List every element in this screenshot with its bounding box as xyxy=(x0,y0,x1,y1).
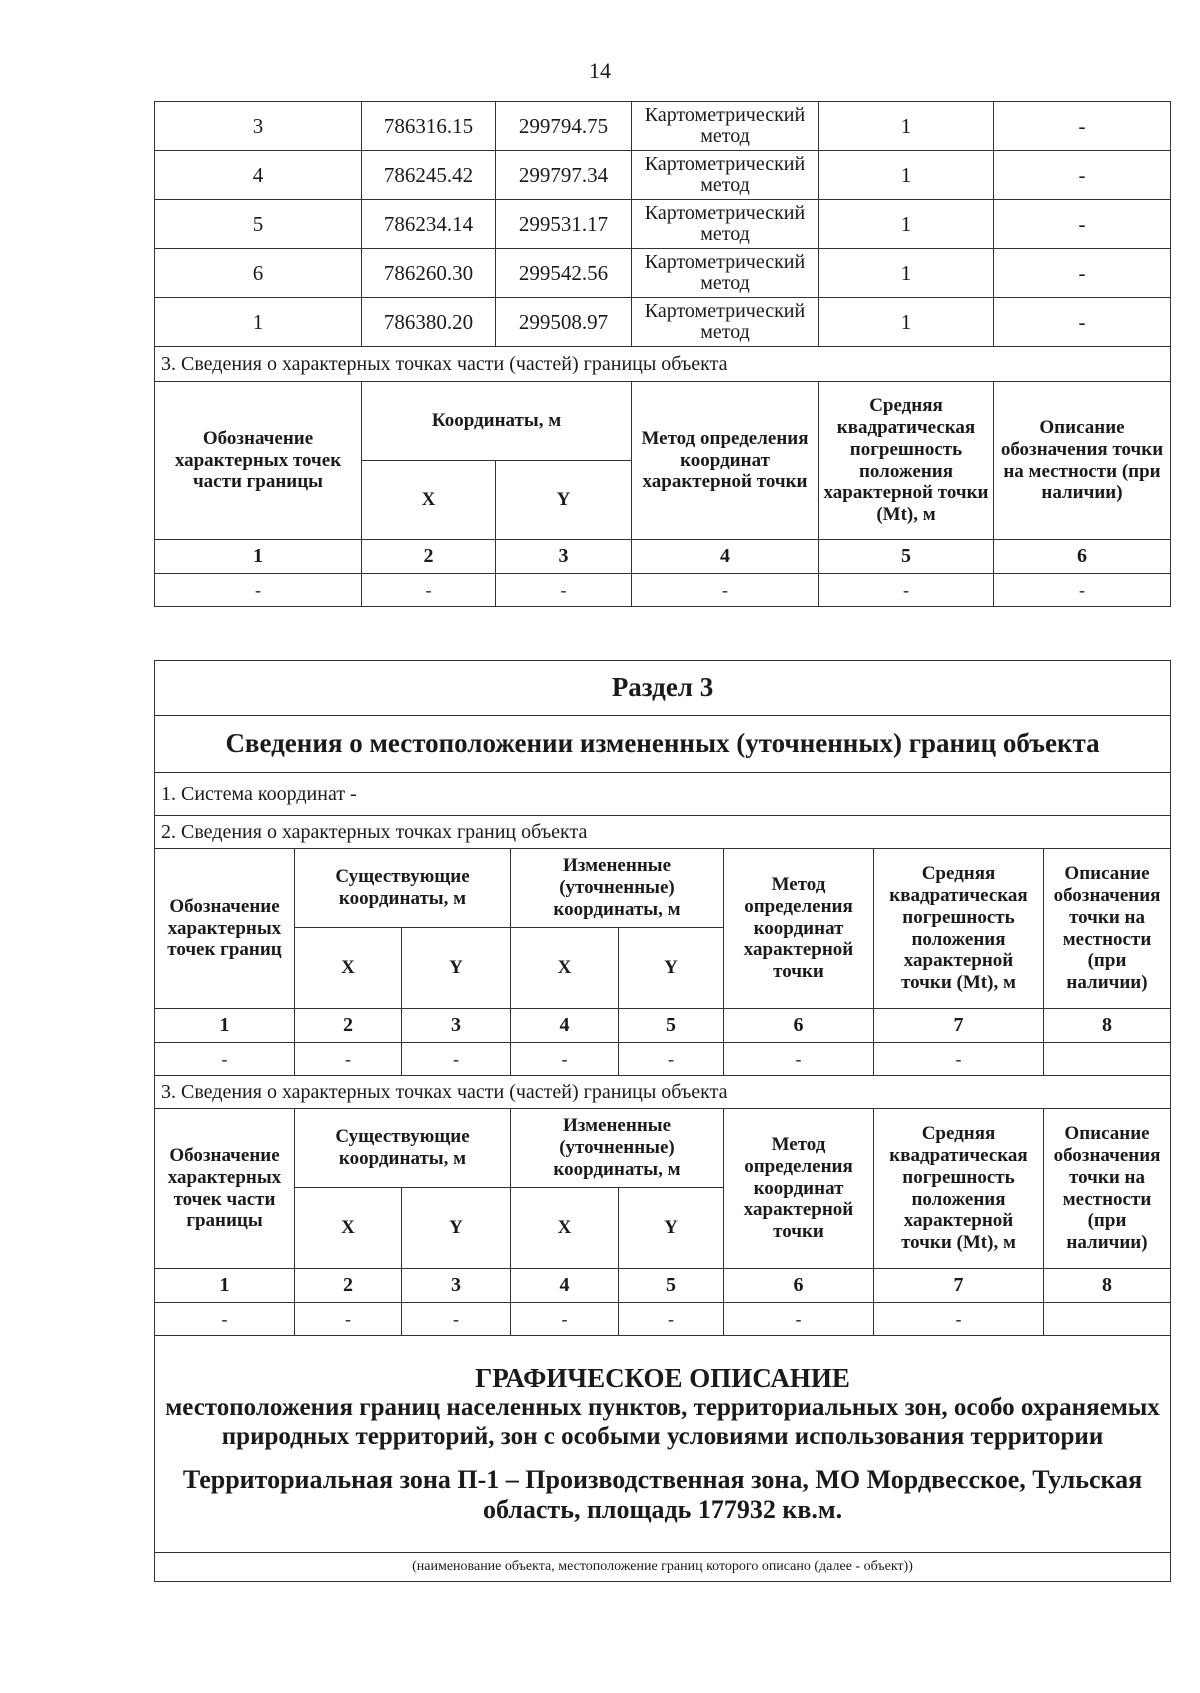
table-row: 3 786316.15 299794.75 Картометрический метод 1 - xyxy=(155,102,1171,151)
header-designation: Обозначение характерных точек части границы xyxy=(155,382,362,540)
subsection-title: 3. Сведения о характерных точках части (частей) границы объекта xyxy=(155,1076,1171,1109)
graphic-description-subtitle: местоположения границ населенных пунктов, территориальных зон, особо охраняемых природных территорий, зон с особыми условиями использования территории xyxy=(165,1393,1160,1450)
graphic-description-block xyxy=(155,1336,1171,1553)
header-existing-coordinates: Существующие координаты, м xyxy=(295,849,511,928)
page-number: 14 xyxy=(589,58,611,83)
subsection-title: 2. Сведения о характерных точках границ объекта xyxy=(155,816,1171,849)
table-row: 5 786234.14 299531.17 Картометрический метод 1 - xyxy=(155,200,1171,249)
header-x: X xyxy=(295,1188,402,1269)
table-row: 6 786260.30 299542.56 Картометрический метод 1 - xyxy=(155,249,1171,298)
header-accuracy: Средняя квадратическая погрешность положения характерной точки (Mt), м xyxy=(874,849,1044,1009)
header-description: Описание обозначения точки на местности (при наличии) xyxy=(1044,1109,1171,1269)
section-title: Раздел 3 xyxy=(155,661,1171,716)
header-y: Y xyxy=(496,461,632,540)
empty-row: - - - - - - xyxy=(155,574,1171,607)
header-y: Y xyxy=(619,1188,724,1269)
header-x: X xyxy=(362,461,496,540)
header-changed-coordinates: Измененные (уточненные) координаты, м xyxy=(511,849,724,928)
section3-table xyxy=(154,660,1171,1582)
object-name: Территориальная зона П-1 – Производственная зона, МО Мордвесское, Тульская область, площадь 177932 кв.м. xyxy=(182,1465,1143,1525)
header-method: Метод определения координат характерной точки xyxy=(632,382,819,540)
header-x: X xyxy=(295,928,402,1009)
header-coordinates: Координаты, м xyxy=(362,382,632,461)
header-description: Описание обозначения точки на местности (при наличии) xyxy=(994,382,1171,540)
coordinate-system: 1. Система координат - xyxy=(155,773,1171,816)
header-designation: Обозначение характерных точек границ xyxy=(155,849,295,1009)
table-row: 4 786245.42 299797.34 Картометрический метод 1 - xyxy=(155,151,1171,200)
column-numbers-row: 1 2 3 4 5 6 7 8 xyxy=(155,1269,1171,1303)
header-description: Описание обозначения точки на местности (при наличии) xyxy=(1044,849,1171,1009)
graphic-description-title: ГРАФИЧЕСКОЕ ОПИСАНИЕ xyxy=(475,1362,850,1393)
header-accuracy: Средняя квадратическая погрешность положения характерной точки (Mt), м xyxy=(874,1109,1044,1269)
column-numbers-row: 1 2 3 4 5 6 xyxy=(155,540,1171,574)
header-method: Метод определения координат характерной точки xyxy=(724,849,874,1009)
header-y: Y xyxy=(402,928,511,1009)
object-caption: (наименование объекта, местоположение границ которого описано (далее - объект)) xyxy=(155,1553,1171,1582)
header-y: Y xyxy=(402,1188,511,1269)
header-changed-coordinates: Измененные (уточненные) координаты, м xyxy=(511,1109,724,1188)
section-subtitle: Сведения о местоположении измененных (уточненных) границ объекта xyxy=(155,716,1171,773)
header-method: Метод определения координат характерной точки xyxy=(724,1109,874,1269)
empty-row: - - - - - - - xyxy=(155,1043,1171,1076)
column-numbers-row: 1 2 3 4 5 6 7 8 xyxy=(155,1009,1171,1043)
header-x: X xyxy=(511,928,619,1009)
header-accuracy: Средняя квадратическая погрешность положения характерной точки (Mt), м xyxy=(819,382,994,540)
header-existing-coordinates: Существующие координаты, м xyxy=(295,1109,511,1188)
subsection-title: 3. Сведения о характерных точках части (частей) границы объекта xyxy=(155,347,1171,382)
empty-row: - - - - - - - xyxy=(155,1303,1171,1336)
table-row: 1 786380.20 299508.97 Картометрический метод 1 - xyxy=(155,298,1171,347)
header-designation-part: Обозначение характерных точек части границы xyxy=(155,1109,295,1269)
header-x: X xyxy=(511,1188,619,1269)
header-y: Y xyxy=(619,928,724,1009)
coordinates-table-top xyxy=(154,101,1171,607)
